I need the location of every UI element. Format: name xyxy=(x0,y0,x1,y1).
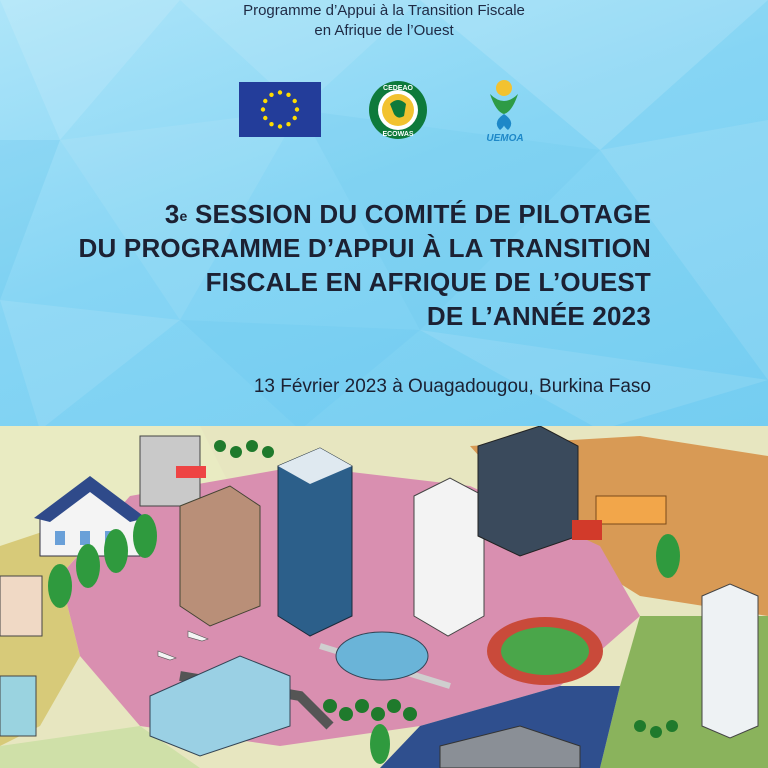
title-line4: DE L’ANNÉE 2023 xyxy=(426,301,651,331)
eu-star-icon xyxy=(278,124,282,128)
eu-star-icon xyxy=(261,107,265,111)
eu-star-icon xyxy=(286,93,290,97)
title-line1: 3e SESSION DU COMITÉ DE PILOTAGE xyxy=(164,199,651,229)
eu-flag-icon xyxy=(239,82,321,137)
uemoa-text: UEMOA xyxy=(486,133,524,144)
eu-star-icon xyxy=(293,99,297,103)
program-name-line2: en Afrique de l’Ouest xyxy=(314,22,454,39)
eu-star-icon xyxy=(293,116,297,120)
program-name-line1: Programme d’Appui à la Transition Fiscale xyxy=(243,2,525,19)
eu-star-icon xyxy=(269,122,273,126)
title-line2: DU PROGRAMME D’APPUI À LA TRANSITION xyxy=(78,233,651,263)
event-date-location: 13 Février 2023 à Ouagadougou, Burkina Faso xyxy=(253,376,651,397)
eu-star-icon xyxy=(263,99,267,103)
eu-star-icon xyxy=(269,93,273,97)
eu-star-icon xyxy=(295,107,299,111)
city-map-illustration xyxy=(0,426,768,768)
eu-star-icon xyxy=(286,122,290,126)
title-line3: FISCALE EN AFRIQUE DE L’OUEST xyxy=(205,267,651,297)
cedeao-ecowas-logo xyxy=(368,80,428,140)
uemoa-logo xyxy=(478,78,532,144)
eu-star-icon xyxy=(278,90,282,94)
cedeao-text: CEDEAO xyxy=(383,85,413,92)
session-title xyxy=(79,197,651,333)
ecowas-text: ECOWAS xyxy=(382,131,414,138)
eu-star-icon xyxy=(263,116,267,120)
